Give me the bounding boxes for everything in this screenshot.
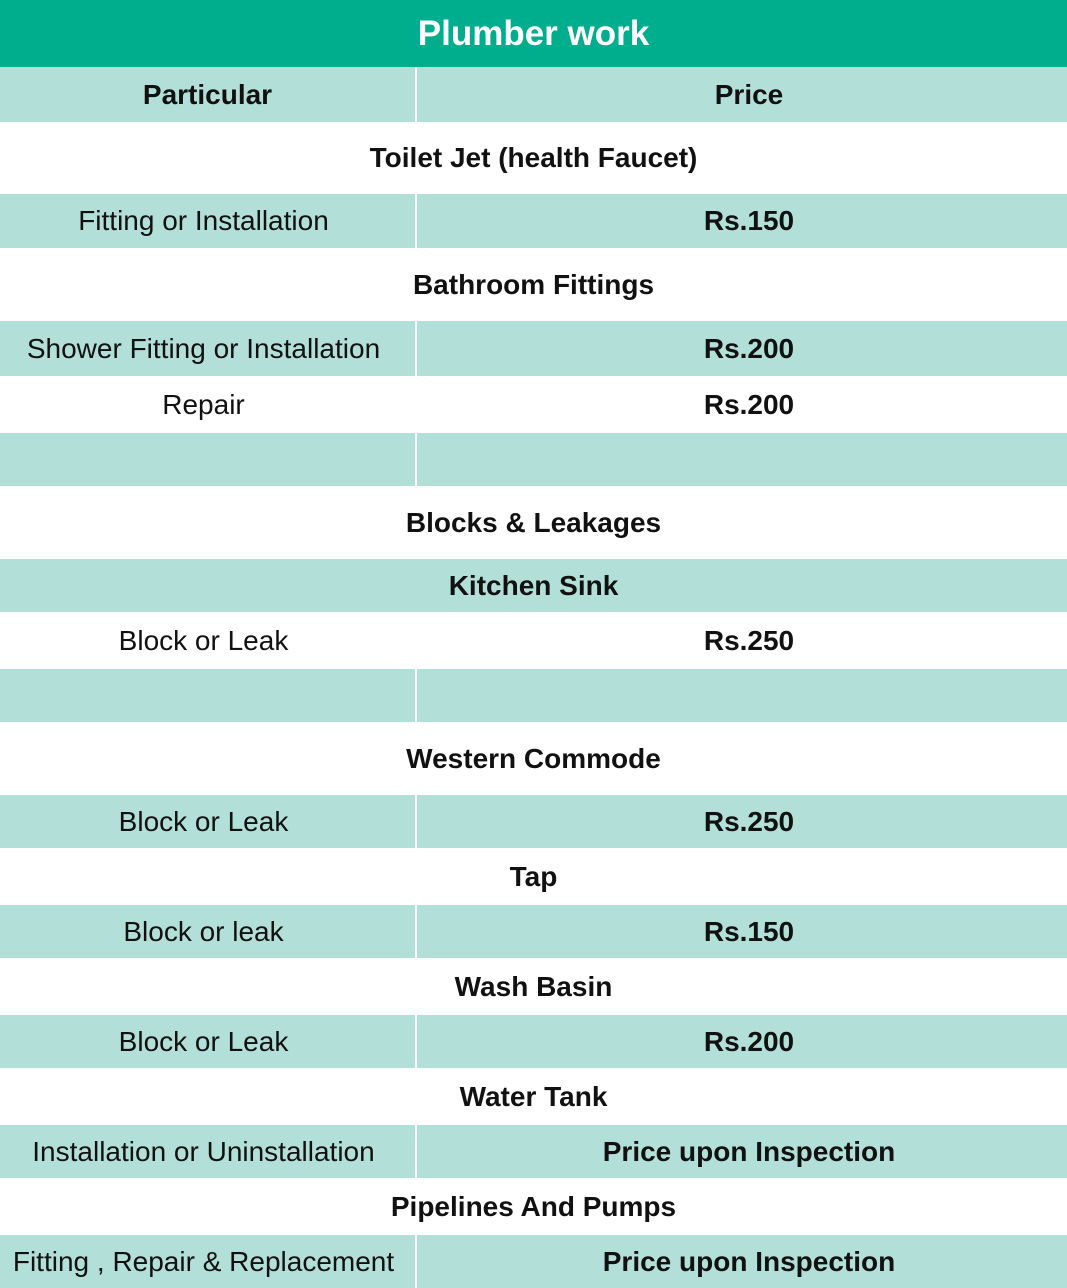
particular-cell: Block or leak [123, 915, 284, 947]
particular-cell: Block or Leak [118, 624, 289, 656]
particular-cell: Installation or Uninstallation [32, 1135, 375, 1167]
price-cell: Rs.250 [415, 795, 1067, 848]
particular-cell: Fitting , Repair & Replacement [12, 1245, 395, 1277]
empty-cell [415, 669, 1067, 722]
section-row [0, 848, 1067, 905]
price-cell: Rs.150 [415, 194, 1067, 248]
table-row [0, 321, 1067, 376]
price-cell: Rs.250 [415, 612, 1067, 669]
section-row [0, 1178, 1067, 1235]
particular-cell: Block or Leak [118, 1025, 289, 1057]
section-label: Water Tank [459, 1080, 608, 1112]
table-row [0, 612, 1067, 669]
particular-header: Particular [142, 78, 273, 110]
table-row [0, 905, 1067, 958]
table-title: Plumber work [0, 0, 1067, 67]
section-row [0, 486, 1067, 559]
section-label: Wash Basin [454, 970, 613, 1002]
table-row [0, 1015, 1067, 1068]
section-label: Toilet Jet (health Faucet) [369, 142, 698, 173]
empty-cell [0, 433, 415, 486]
price-cell: Rs.200 [415, 321, 1067, 376]
section-row [0, 559, 1067, 612]
table-row [0, 1235, 1067, 1288]
particular-cell: Fitting or Installation [78, 205, 329, 236]
price-header: Price [415, 67, 1067, 122]
price-cell: Rs.150 [415, 905, 1067, 958]
section-row [0, 248, 1067, 321]
section-row [0, 1068, 1067, 1125]
particular-cell: Shower Fitting or Installation [26, 332, 381, 364]
empty-row [0, 433, 1067, 486]
section-label: Western Commode [406, 742, 661, 774]
section-row [0, 958, 1067, 1015]
section-label: Bathroom Fittings [412, 268, 655, 300]
empty-cell [415, 433, 1067, 486]
particular-cell: Block or Leak [118, 805, 289, 837]
table-row [0, 795, 1067, 848]
table-row [0, 194, 1067, 248]
particular-cell: Repair [162, 388, 245, 420]
table-row [0, 1125, 1067, 1178]
empty-cell [0, 669, 415, 722]
section-label: Pipelines And Pumps [390, 1190, 677, 1222]
table-row [0, 376, 1067, 433]
price-cell: Rs.200 [415, 376, 1067, 433]
section-row [0, 122, 1067, 194]
price-cell: Price upon Inspection [415, 1125, 1067, 1178]
section-row [0, 722, 1067, 795]
price-cell: Price upon Inspection [415, 1235, 1067, 1288]
section-label: Tap [509, 860, 558, 892]
section-label: Kitchen Sink [448, 569, 619, 601]
header-row [0, 67, 1067, 122]
empty-row [0, 669, 1067, 722]
section-label: Blocks & Leakages [405, 506, 662, 538]
price-cell: Rs.200 [415, 1015, 1067, 1068]
